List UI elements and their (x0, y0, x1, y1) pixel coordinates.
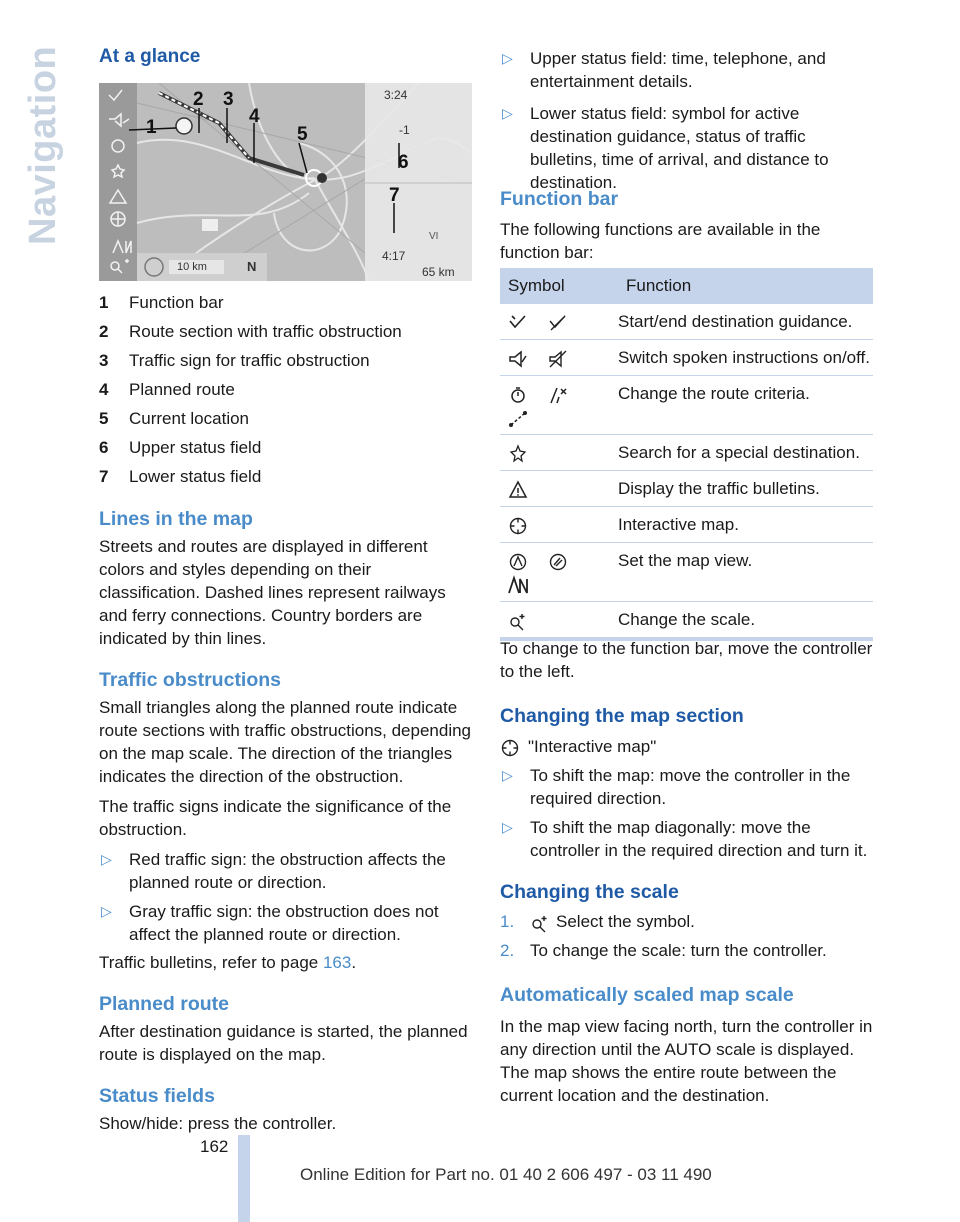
bullet-triangle-icon: ▷ (502, 105, 513, 121)
bullet-triangle-icon: ▷ (101, 903, 112, 919)
upper-status-time: 3:24 (384, 88, 408, 102)
planned-body: After destination guidance is started, the planned route is displayed on the map. (99, 1022, 468, 1064)
function-bar-change-note: To change to the function bar, move the controller to the left. (500, 639, 873, 681)
legend-item: 7 Lower status field (99, 467, 262, 486)
guidance-end-icon (548, 313, 568, 333)
table-row: Change the scale. (500, 602, 873, 640)
map-scale-label: 10 km (177, 261, 207, 273)
special-destination-icon (508, 444, 528, 464)
voice-on-icon (508, 349, 528, 369)
table-row: Switch spoken instructions on/off. (500, 340, 873, 376)
list-item: 1. Select the symbol. (500, 912, 695, 931)
map-view-perspective-icon (508, 575, 528, 595)
table-row: Interactive map. (500, 507, 873, 543)
heading-auto-scale: Automatically scaled map scale (500, 984, 794, 1006)
list-item: ▷ Upper status field: time, telephone, and entertainment details. (502, 49, 826, 91)
callout-1: 1 (146, 117, 157, 138)
bullet-triangle-icon: ▷ (502, 50, 513, 66)
traffic-body-2: The traffic signs indicate the significance of the obstruction. (99, 797, 452, 839)
table-row: Display the traffic bulletins. (500, 471, 873, 507)
list-item: 2. To change the scale: turn the controller. (500, 941, 827, 960)
list-item: ▷ To shift the map diagonally: move the controller in the required direction and turn it. (502, 818, 868, 860)
table-row: Search for a special destination. (500, 435, 873, 471)
traffic-bullets (99, 848, 472, 946)
column-header-function: Function (618, 268, 873, 304)
navigation-map-figure (99, 83, 472, 281)
interactive-map-icon (508, 516, 528, 536)
list-item: ▷ Red traffic sign: the obstruction affects the planned route or direction. (101, 850, 446, 892)
legend-item: 6 Upper status field (99, 438, 262, 457)
traffic-body-1: Small triangles along the planned route indicate route sections with traffic obstructions, depending on the map scale. The direction of the triangles indicates the direction of the obstruction. (99, 698, 472, 786)
list-item: ▷ To shift the map: move the controller in the required direction. (502, 766, 851, 808)
guidance-start-icon (508, 313, 528, 333)
lower-status-time: 4:17 (382, 249, 406, 263)
heading-at-a-glance: At a glance (99, 46, 201, 67)
scale-icon (530, 913, 550, 933)
page-footer (0, 1135, 960, 1222)
map-view-direction-icon (508, 552, 528, 572)
page-reference-link[interactable]: 163 (322, 953, 352, 972)
north-label: N (247, 259, 257, 274)
heading-changing-map-section: Changing the map section (500, 705, 744, 727)
route-criteria-fast-icon (508, 385, 528, 405)
auto-scale-body: In the map view facing north, turn the controller in any direction until the AUTO scale is displayed. The map shows the entire route between the current location and the destination. (500, 1017, 873, 1105)
function-bar-intro: The following functions are available in the function bar: (500, 220, 821, 262)
traffic-reference: Traffic bulletins, refer to page 163. (99, 953, 357, 972)
bullet-triangle-icon: ▷ (502, 819, 513, 835)
bullet-triangle-icon: ▷ (502, 767, 513, 783)
upper-status-value: -1 (399, 123, 410, 137)
traffic-bulletin-icon (508, 480, 528, 500)
callout-4: 4 (249, 106, 260, 127)
footer-divider (238, 1135, 250, 1222)
callout-2: 2 (193, 89, 204, 110)
table-row: Set the map view. (500, 543, 873, 602)
scale-icon (508, 611, 528, 631)
interactive-map-icon (500, 738, 520, 758)
column-header-symbol: Symbol (500, 268, 618, 304)
heading-function-bar: Function bar (500, 188, 619, 210)
function-table (500, 268, 873, 641)
heading-changing-scale: Changing the scale (500, 881, 679, 903)
table-row: Change the route criteria. (500, 376, 873, 435)
route-criteria-short-icon (548, 385, 568, 405)
lines-body: Streets and routes are displayed in different colors and styles depending on their classification. Dashed lines represent railways and ferry connections. Country borders are indicated by thin lines. (99, 537, 446, 648)
page-number: 162 (200, 1137, 229, 1156)
callout-3: 3 (223, 89, 234, 110)
legend-item: 2 Route section with traffic obstruction (99, 322, 402, 341)
legend-item: 4 Planned route (99, 380, 235, 399)
edition-text: Online Edition for Part no. 01 40 2 606 497 - 03 11 490 (300, 1165, 712, 1184)
legend-item: 1 Function bar (99, 293, 224, 312)
interactive-map-label: "Interactive map" (500, 735, 873, 758)
left-text-block (99, 508, 472, 1135)
section-side-tab: Navigation (22, 45, 64, 245)
list-item: ▷ Gray traffic sign: the obstruction does not affect the planned route or direction. (101, 902, 439, 944)
legend-item: 3 Traffic sign for traffic obstruction (99, 351, 370, 370)
map-illustration (99, 83, 472, 281)
voice-off-icon (548, 349, 568, 369)
list-item: ▷ Lower status field: symbol for active destination guidance, status of traffic bulletins, time of arrival, and distance to destination. (502, 104, 829, 192)
status-body: Show/hide: press the controller. (99, 1114, 337, 1133)
table-row: Start/end destination guidance. (500, 304, 873, 340)
route-criteria-alt-icon (508, 408, 528, 428)
callout-6: 6 (398, 152, 409, 173)
figure-legend (99, 292, 472, 495)
callout-5: 5 (297, 124, 308, 145)
legend-item: 5 Current location (99, 409, 250, 428)
bullet-triangle-icon: ▷ (101, 851, 112, 867)
map-section-bullets (500, 764, 873, 862)
heading-planned-route: Planned route (99, 993, 230, 1015)
status-field-bullets (500, 47, 873, 194)
lower-status-distance: 65 km (422, 265, 455, 279)
scale-steps (500, 910, 873, 962)
heading-lines-in-map: Lines in the map (99, 508, 253, 530)
map-view-north-icon (548, 552, 568, 572)
callout-7: 7 (389, 185, 400, 206)
heading-status-fields: Status fields (99, 1085, 215, 1107)
lower-status-code: VI (429, 231, 439, 242)
heading-traffic-obstructions: Traffic obstructions (99, 669, 282, 691)
